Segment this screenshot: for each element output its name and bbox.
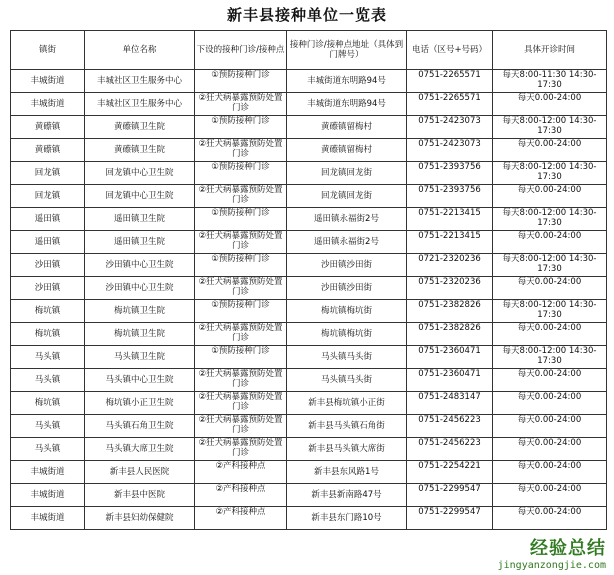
cell-hours: 每天0.00-24:00 [493,392,607,415]
watermark-url: jingyanzongjie.com [497,560,606,571]
header-unit-name: 单位名称 [85,31,195,70]
cell-hours: 每天0.00-24:00 [493,323,607,346]
cell-unit-name: 黄礤镇卫生院 [85,139,195,162]
cell-unit-name: 马头镇大席卫生院 [85,438,195,461]
cell-town: 遥田镇 [11,208,85,231]
cell-clinic: ①预防接种门诊 [195,300,287,323]
cell-unit-name: 丰城社区卫生服务中心 [85,70,195,93]
cell-phone: 0751-2393756 [407,162,493,185]
cell-phone: 0751-2483147 [407,392,493,415]
cell-hours: 每天0.00-24:00 [493,484,607,507]
cell-unit-name: 沙田镇中心卫生院 [85,254,195,277]
cell-unit-name: 黄礤镇卫生院 [85,116,195,139]
cell-phone: 0751-2456223 [407,415,493,438]
cell-hours: 每天0.00-24:00 [493,231,607,254]
table-row [11,323,607,346]
cell-hours: 每天8:00-12:00 14:30-17:30 [493,116,607,139]
cell-address: 黄礤镇留梅村 [287,139,407,162]
table-row [11,93,607,116]
cell-unit-name: 遥田镇卫生院 [85,231,195,254]
cell-address: 回龙镇回龙街 [287,185,407,208]
cell-phone: 0721-2320236 [407,254,493,277]
cell-address: 新丰县梅坑镇小正街 [287,392,407,415]
cell-phone: 0751-2423073 [407,139,493,162]
cell-address: 新丰县马头镇大席街 [287,438,407,461]
cell-hours: 每天0.00-24:00 [493,139,607,162]
cell-town: 马头镇 [11,346,85,369]
cell-unit-name: 回龙镇中心卫生院 [85,162,195,185]
cell-address: 马头镇马头街 [287,346,407,369]
cell-town: 沙田镇 [11,254,85,277]
cell-clinic: ②狂犬病暴露预防处置门诊 [195,438,287,461]
cell-phone: 0751-2299547 [407,484,493,507]
header-phone: 电话（区号+号码） [407,31,493,70]
cell-phone: 0751-2382826 [407,323,493,346]
cell-hours: 每天0.00-24:00 [493,369,607,392]
header-row [11,31,607,70]
cell-town: 丰城街道 [11,93,85,116]
cell-unit-name: 新丰县人民医院 [85,461,195,484]
cell-address: 马头镇马头街 [287,369,407,392]
table-body [11,70,607,530]
cell-clinic: ②狂犬病暴露预防处置门诊 [195,415,287,438]
cell-address: 新丰县东风路1号 [287,461,407,484]
cell-address: 新丰县马头镇石角街 [287,415,407,438]
cell-hours: 每天8:00-12:00 14:30-17:30 [493,162,607,185]
cell-address: 梅坑镇梅坑街 [287,323,407,346]
table-row [11,438,607,461]
cell-phone: 0751-2320236 [407,277,493,300]
cell-phone: 0751-2265571 [407,93,493,116]
table-row [11,461,607,484]
cell-unit-name: 新丰县妇幼保健院 [85,507,195,530]
cell-unit-name: 丰城社区卫生服务中心 [85,93,195,116]
cell-town: 回龙镇 [11,185,85,208]
cell-town: 马头镇 [11,415,85,438]
cell-clinic: ①预防接种门诊 [195,254,287,277]
cell-clinic: ②产科接种点 [195,461,287,484]
table-row [11,369,607,392]
cell-unit-name: 新丰县中医院 [85,484,195,507]
cell-unit-name: 马头镇中心卫生院 [85,369,195,392]
cell-phone: 0751-2360471 [407,369,493,392]
table-row [11,392,607,415]
cell-unit-name: 马头镇石角卫生院 [85,415,195,438]
cell-phone: 0751-2360471 [407,346,493,369]
cell-hours: 每天0.00-24:00 [493,415,607,438]
cell-clinic: ①预防接种门诊 [195,116,287,139]
cell-town: 回龙镇 [11,162,85,185]
cell-phone: 0751-2213415 [407,208,493,231]
cell-hours: 每天0.00-24:00 [493,185,607,208]
table-row [11,208,607,231]
table-title: 新丰县接种单位一览表 [226,6,387,24]
cell-address: 遥田镇永福街2号 [287,208,407,231]
cell-clinic: ②狂犬病暴露预防处置门诊 [195,369,287,392]
cell-town: 丰城街道 [11,507,85,530]
header-address: 接种门诊/接种点地址（具体到门牌号） [287,31,407,70]
header-hours: 具体开诊时间 [493,31,607,70]
cell-town: 马头镇 [11,369,85,392]
cell-unit-name: 回龙镇中心卫生院 [85,185,195,208]
cell-phone: 0751-2456223 [407,438,493,461]
cell-hours: 每天8:00-12:00 14:30-17:30 [493,346,607,369]
table-row [11,254,607,277]
cell-address: 回龙镇回龙街 [287,162,407,185]
cell-hours: 每天0.00-24:00 [493,277,607,300]
cell-town: 黄礤镇 [11,139,85,162]
cell-clinic: ②产科接种点 [195,507,287,530]
cell-address: 沙田镇沙田街 [287,254,407,277]
table-row [11,70,607,93]
cell-hours: 每天0.00-24:00 [493,93,607,116]
cell-phone: 0751-2382826 [407,300,493,323]
cell-phone: 0751-2254221 [407,461,493,484]
cell-phone: 0751-2299547 [407,507,493,530]
cell-town: 梅坑镇 [11,392,85,415]
table-row [11,116,607,139]
header-clinic: 下设的接种门诊/接种点 [195,31,287,70]
cell-unit-name: 梅坑镇卫生院 [85,300,195,323]
cell-town: 丰城街道 [11,484,85,507]
cell-address: 丰城街道东明路94号 [287,70,407,93]
cell-hours: 每天8:00-12:00 14:30-17:30 [493,254,607,277]
cell-clinic: ②狂犬病暴露预防处置门诊 [195,392,287,415]
cell-town: 遥田镇 [11,231,85,254]
cell-hours: 每天8:00-12:00 14:30-17:30 [493,208,607,231]
table-row [11,162,607,185]
cell-clinic: ①预防接种门诊 [195,70,287,93]
table-row [11,415,607,438]
vaccination-unit-table [10,30,607,530]
watermark-text: 经验总结 [530,538,606,559]
cell-phone: 0751-2393756 [407,185,493,208]
cell-address: 沙田镇沙田街 [287,277,407,300]
table-row [11,484,607,507]
cell-address: 遥田镇永福街2号 [287,231,407,254]
cell-address: 新丰县新南路47号 [287,484,407,507]
cell-town: 马头镇 [11,438,85,461]
cell-clinic: ②产科接种点 [195,484,287,507]
cell-clinic: ①预防接种门诊 [195,208,287,231]
table-row [11,231,607,254]
cell-clinic: ②狂犬病暴露预防处置门诊 [195,93,287,116]
cell-clinic: ②狂犬病暴露预防处置门诊 [195,277,287,300]
table-row [11,139,607,162]
cell-town: 梅坑镇 [11,300,85,323]
cell-town: 梅坑镇 [11,323,85,346]
cell-address: 黄礤镇留梅村 [287,116,407,139]
cell-phone: 0751-2265571 [407,70,493,93]
watermark [498,534,606,571]
cell-unit-name: 梅坑镇卫生院 [85,323,195,346]
table-row [11,277,607,300]
table-row [11,507,607,530]
cell-unit-name: 遥田镇卫生院 [85,208,195,231]
cell-clinic: ②狂犬病暴露预防处置门诊 [195,231,287,254]
cell-town: 沙田镇 [11,277,85,300]
cell-hours: 每天8:00-11:30 14:30-17:30 [493,70,607,93]
cell-unit-name: 梅坑镇小正卫生院 [85,392,195,415]
cell-town: 丰城街道 [11,70,85,93]
cell-unit-name: 马头镇卫生院 [85,346,195,369]
cell-clinic: ②狂犬病暴露预防处置门诊 [195,139,287,162]
cell-address: 新丰县东门路10号 [287,507,407,530]
cell-clinic: ②狂犬病暴露预防处置门诊 [195,185,287,208]
table-row [11,346,607,369]
table-row [11,300,607,323]
cell-town: 黄礤镇 [11,116,85,139]
table-row [11,185,607,208]
header-town: 镇街 [11,31,85,70]
cell-address: 梅坑镇梅坑街 [287,300,407,323]
cell-town: 丰城街道 [11,461,85,484]
cell-clinic: ①预防接种门诊 [195,346,287,369]
cell-hours: 每天8:00-12:00 14:30-17:30 [493,300,607,323]
cell-unit-name: 沙田镇中心卫生院 [85,277,195,300]
cell-hours: 每天0.00-24:00 [493,507,607,530]
cell-clinic: ①预防接种门诊 [195,162,287,185]
cell-hours: 每天0.00-24:00 [493,438,607,461]
cell-clinic: ②狂犬病暴露预防处置门诊 [195,323,287,346]
cell-hours: 每天0.00-24:00 [493,461,607,484]
cell-address: 丰城街道东明路94号 [287,93,407,116]
cell-phone: 0751-2423073 [407,116,493,139]
cell-phone: 0751-2213415 [407,231,493,254]
